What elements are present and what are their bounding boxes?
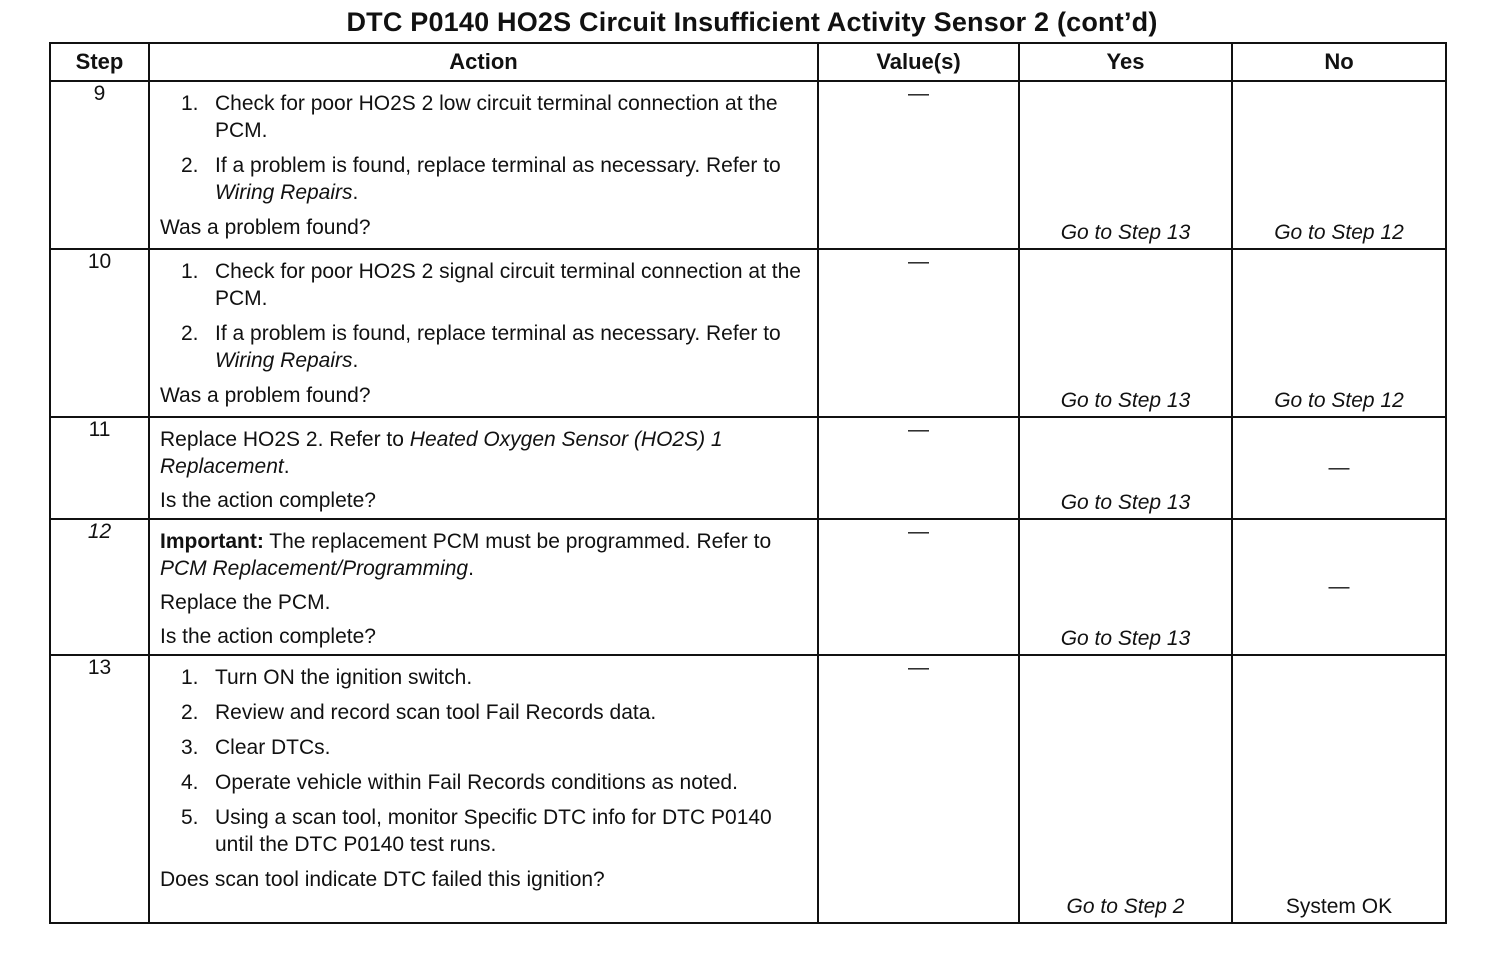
- item-number: 5.: [181, 806, 199, 829]
- no-result: System OK: [1285, 895, 1393, 918]
- reference-link[interactable]: Wiring Repairs: [215, 181, 353, 204]
- step-number-text: 12: [87, 520, 112, 543]
- value-cell: —: [818, 249, 1019, 417]
- action-lead: Replace HO2S 2. Refer to: [160, 428, 410, 451]
- item-text: Turn ON the ignition switch.: [215, 666, 473, 689]
- header-step: Step: [50, 43, 149, 81]
- table-row: [50, 249, 1446, 417]
- list-item: [160, 152, 807, 206]
- list-item: [160, 320, 807, 374]
- yes-result: Go to Step 13: [1060, 491, 1191, 514]
- item-number: 2.: [181, 322, 199, 345]
- list-item: [160, 769, 807, 796]
- action-cell: [149, 81, 818, 249]
- reference-link[interactable]: Heated Oxygen Sensor (HO2S) 1 Replacement: [160, 428, 723, 478]
- item-number: 1.: [181, 260, 199, 283]
- diagnostic-table: [49, 42, 1447, 924]
- reference-link[interactable]: PCM Replacement/Programming: [160, 557, 469, 580]
- no-cell: [1232, 81, 1446, 249]
- list-item: [160, 258, 807, 312]
- item-number: 3.: [181, 736, 199, 759]
- item-text: Using a scan tool, monitor Specific DTC info for DTC P0140 until the DTC P0140 test runs.: [215, 806, 772, 856]
- step-number: 13: [50, 655, 149, 923]
- header-no: No: [1232, 43, 1446, 81]
- item-number: 4.: [181, 771, 199, 794]
- yes-cell: [1019, 249, 1232, 417]
- question: Does scan tool indicate DTC failed this ignition?: [160, 868, 605, 891]
- question: Is the action complete?: [160, 489, 376, 512]
- step-number: 10: [50, 249, 149, 417]
- item-text: Check for poor HO2S 2 low circuit terminal connection at the PCM.: [215, 92, 778, 142]
- important-end: .: [468, 557, 474, 580]
- table-row: [50, 655, 1446, 923]
- action-cell: [149, 655, 818, 923]
- no-cell: [1232, 249, 1446, 417]
- item-number: 1.: [181, 666, 199, 689]
- no-cell: —: [1232, 417, 1446, 519]
- item-number: 2.: [181, 701, 199, 724]
- action-cell: [149, 519, 818, 655]
- no-result: Go to Step 12: [1274, 389, 1404, 412]
- item-number: 2.: [181, 154, 199, 177]
- item-text: Clear DTCs.: [215, 736, 331, 759]
- action-text: Replace the PCM.: [160, 591, 331, 614]
- list-item: [160, 734, 807, 761]
- yes-cell: [1019, 81, 1232, 249]
- reference-link[interactable]: Wiring Repairs: [215, 349, 353, 372]
- step-number: [50, 519, 149, 655]
- header-row: [50, 43, 1446, 81]
- question: Was a problem found?: [160, 216, 371, 239]
- action-text: [160, 426, 807, 480]
- important-note: [160, 528, 807, 582]
- yes-result: Go to Step 13: [1060, 389, 1191, 412]
- item-text: If a problem is found, replace terminal as necessary. Refer to: [215, 154, 781, 177]
- important-label: Important:: [160, 530, 264, 553]
- question: Was a problem found?: [160, 384, 371, 407]
- item-text: If a problem is found, replace terminal as necessary. Refer to: [215, 322, 781, 345]
- value-cell: —: [818, 417, 1019, 519]
- no-result: Go to Step 12: [1274, 221, 1404, 244]
- list-item: [160, 699, 807, 726]
- list-item: [160, 664, 807, 691]
- yes-cell: [1019, 417, 1232, 519]
- yes-cell: [1019, 519, 1232, 655]
- header-action: Action: [149, 43, 818, 81]
- value-cell: —: [818, 81, 1019, 249]
- yes-cell: [1019, 655, 1232, 923]
- page-title: DTC P0140 HO2S Circuit Insufficient Activity Sensor 2 (cont’d): [346, 7, 1158, 37]
- item-text-end: .: [352, 349, 359, 372]
- yes-result: Go to Step 13: [1060, 221, 1191, 244]
- value-cell: —: [818, 519, 1019, 655]
- list-item: [160, 90, 807, 144]
- yes-result: Go to Step 2: [1066, 895, 1185, 918]
- table-row: [50, 519, 1446, 655]
- action-cell: [149, 417, 818, 519]
- important-text: The replacement PCM must be programmed. Refer to: [263, 530, 772, 553]
- no-cell: [1232, 655, 1446, 923]
- item-text: Operate vehicle within Fail Records conditions as noted.: [215, 771, 738, 794]
- item-text: Review and record scan tool Fail Records data.: [215, 701, 657, 724]
- table-row: [50, 417, 1446, 519]
- item-text: Check for poor HO2S 2 signal circuit terminal connection at the PCM.: [215, 260, 801, 310]
- header-values: Value(s): [818, 43, 1019, 81]
- action-cell: [149, 249, 818, 417]
- list-item: [160, 804, 807, 858]
- item-text-end: .: [352, 181, 359, 204]
- value-cell: —: [818, 655, 1019, 923]
- yes-result: Go to Step 13: [1060, 627, 1191, 650]
- action-lead-end: .: [283, 455, 290, 478]
- step-number: 9: [50, 81, 149, 249]
- item-number: 1.: [181, 92, 199, 115]
- step-number: 11: [50, 417, 149, 519]
- table-row: [50, 81, 1446, 249]
- no-cell: —: [1232, 519, 1446, 655]
- header-yes: Yes: [1019, 43, 1232, 81]
- question: Is the action complete?: [160, 625, 376, 648]
